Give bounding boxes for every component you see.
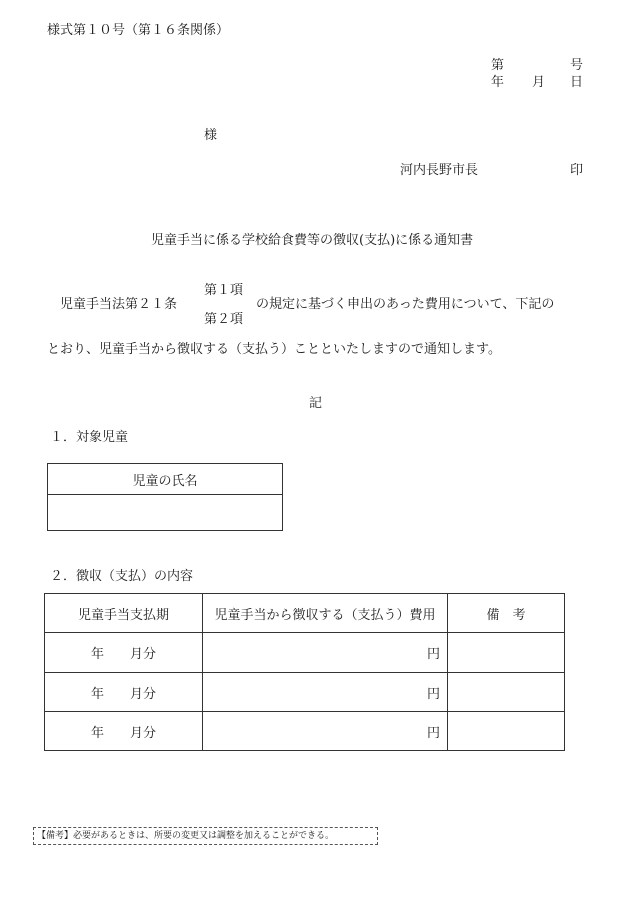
- date-month: 月: [532, 75, 546, 90]
- section2-heading: ２．徴収（支払）の内容: [50, 569, 194, 584]
- table-row-cost[interactable]: [203, 633, 448, 673]
- clause-2: 第２項: [204, 312, 244, 327]
- body-line2: とおり、児童手当から徴収する（支払う）ことといたしますので通知します。: [47, 342, 501, 357]
- row-month: 月分: [130, 647, 157, 662]
- sender-name: 河内長野市長: [400, 163, 479, 178]
- table-row-remarks[interactable]: [448, 712, 564, 750]
- date-year: 年: [491, 75, 505, 90]
- form-number: 様式第１０号（第１６条関係）: [47, 23, 230, 38]
- number-prefix: 第: [491, 58, 505, 73]
- remarks-note: 【備考】必要があるときは、所要の変更又は調整を加えることができる。: [33, 827, 378, 845]
- row-yen: 円: [426, 686, 440, 702]
- table-row-period[interactable]: [45, 712, 203, 750]
- child-table-header: 児童の氏名: [48, 464, 282, 495]
- row-year: 年: [90, 686, 104, 702]
- deduction-table: [44, 593, 565, 751]
- ki-marker: 記: [309, 396, 323, 411]
- section1-heading: １．対象児童: [50, 430, 129, 445]
- column-header-deduction-cost: 児童手当から徴収する（支払う）費用: [203, 594, 448, 633]
- date-day: 日: [570, 75, 584, 90]
- number-suffix: 号: [570, 58, 584, 73]
- column-header-remarks: 備 考: [448, 594, 564, 633]
- row-month: 月分: [130, 725, 157, 741]
- table-row-period[interactable]: [45, 633, 203, 673]
- table-row-period[interactable]: [45, 673, 203, 712]
- column-header-payment-period: 児童手当支払期: [45, 594, 203, 633]
- law-reference: 児童手当法第２１条: [60, 297, 178, 312]
- sender-seal: 印: [570, 163, 584, 178]
- body-line1-rest: の規定に基づく申出のあった費用について、下記の: [256, 297, 555, 312]
- child-name-cell[interactable]: [48, 495, 282, 531]
- table-row-cost[interactable]: [203, 712, 448, 750]
- row-month: 月分: [130, 686, 157, 702]
- row-yen: 円: [426, 647, 440, 662]
- table-row-remarks[interactable]: [448, 673, 564, 712]
- table-row-cost[interactable]: [203, 673, 448, 712]
- row-year: 年: [90, 647, 104, 662]
- table-row-remarks[interactable]: [448, 633, 564, 673]
- document-title: 児童手当に係る学校給食費等の徴収(支払)に係る通知書: [151, 233, 474, 248]
- row-yen: 円: [426, 725, 440, 741]
- row-year: 年: [90, 725, 104, 741]
- addressee-honorific: 様: [204, 128, 218, 143]
- child-table: [47, 463, 283, 531]
- clause-1: 第１項: [204, 283, 244, 298]
